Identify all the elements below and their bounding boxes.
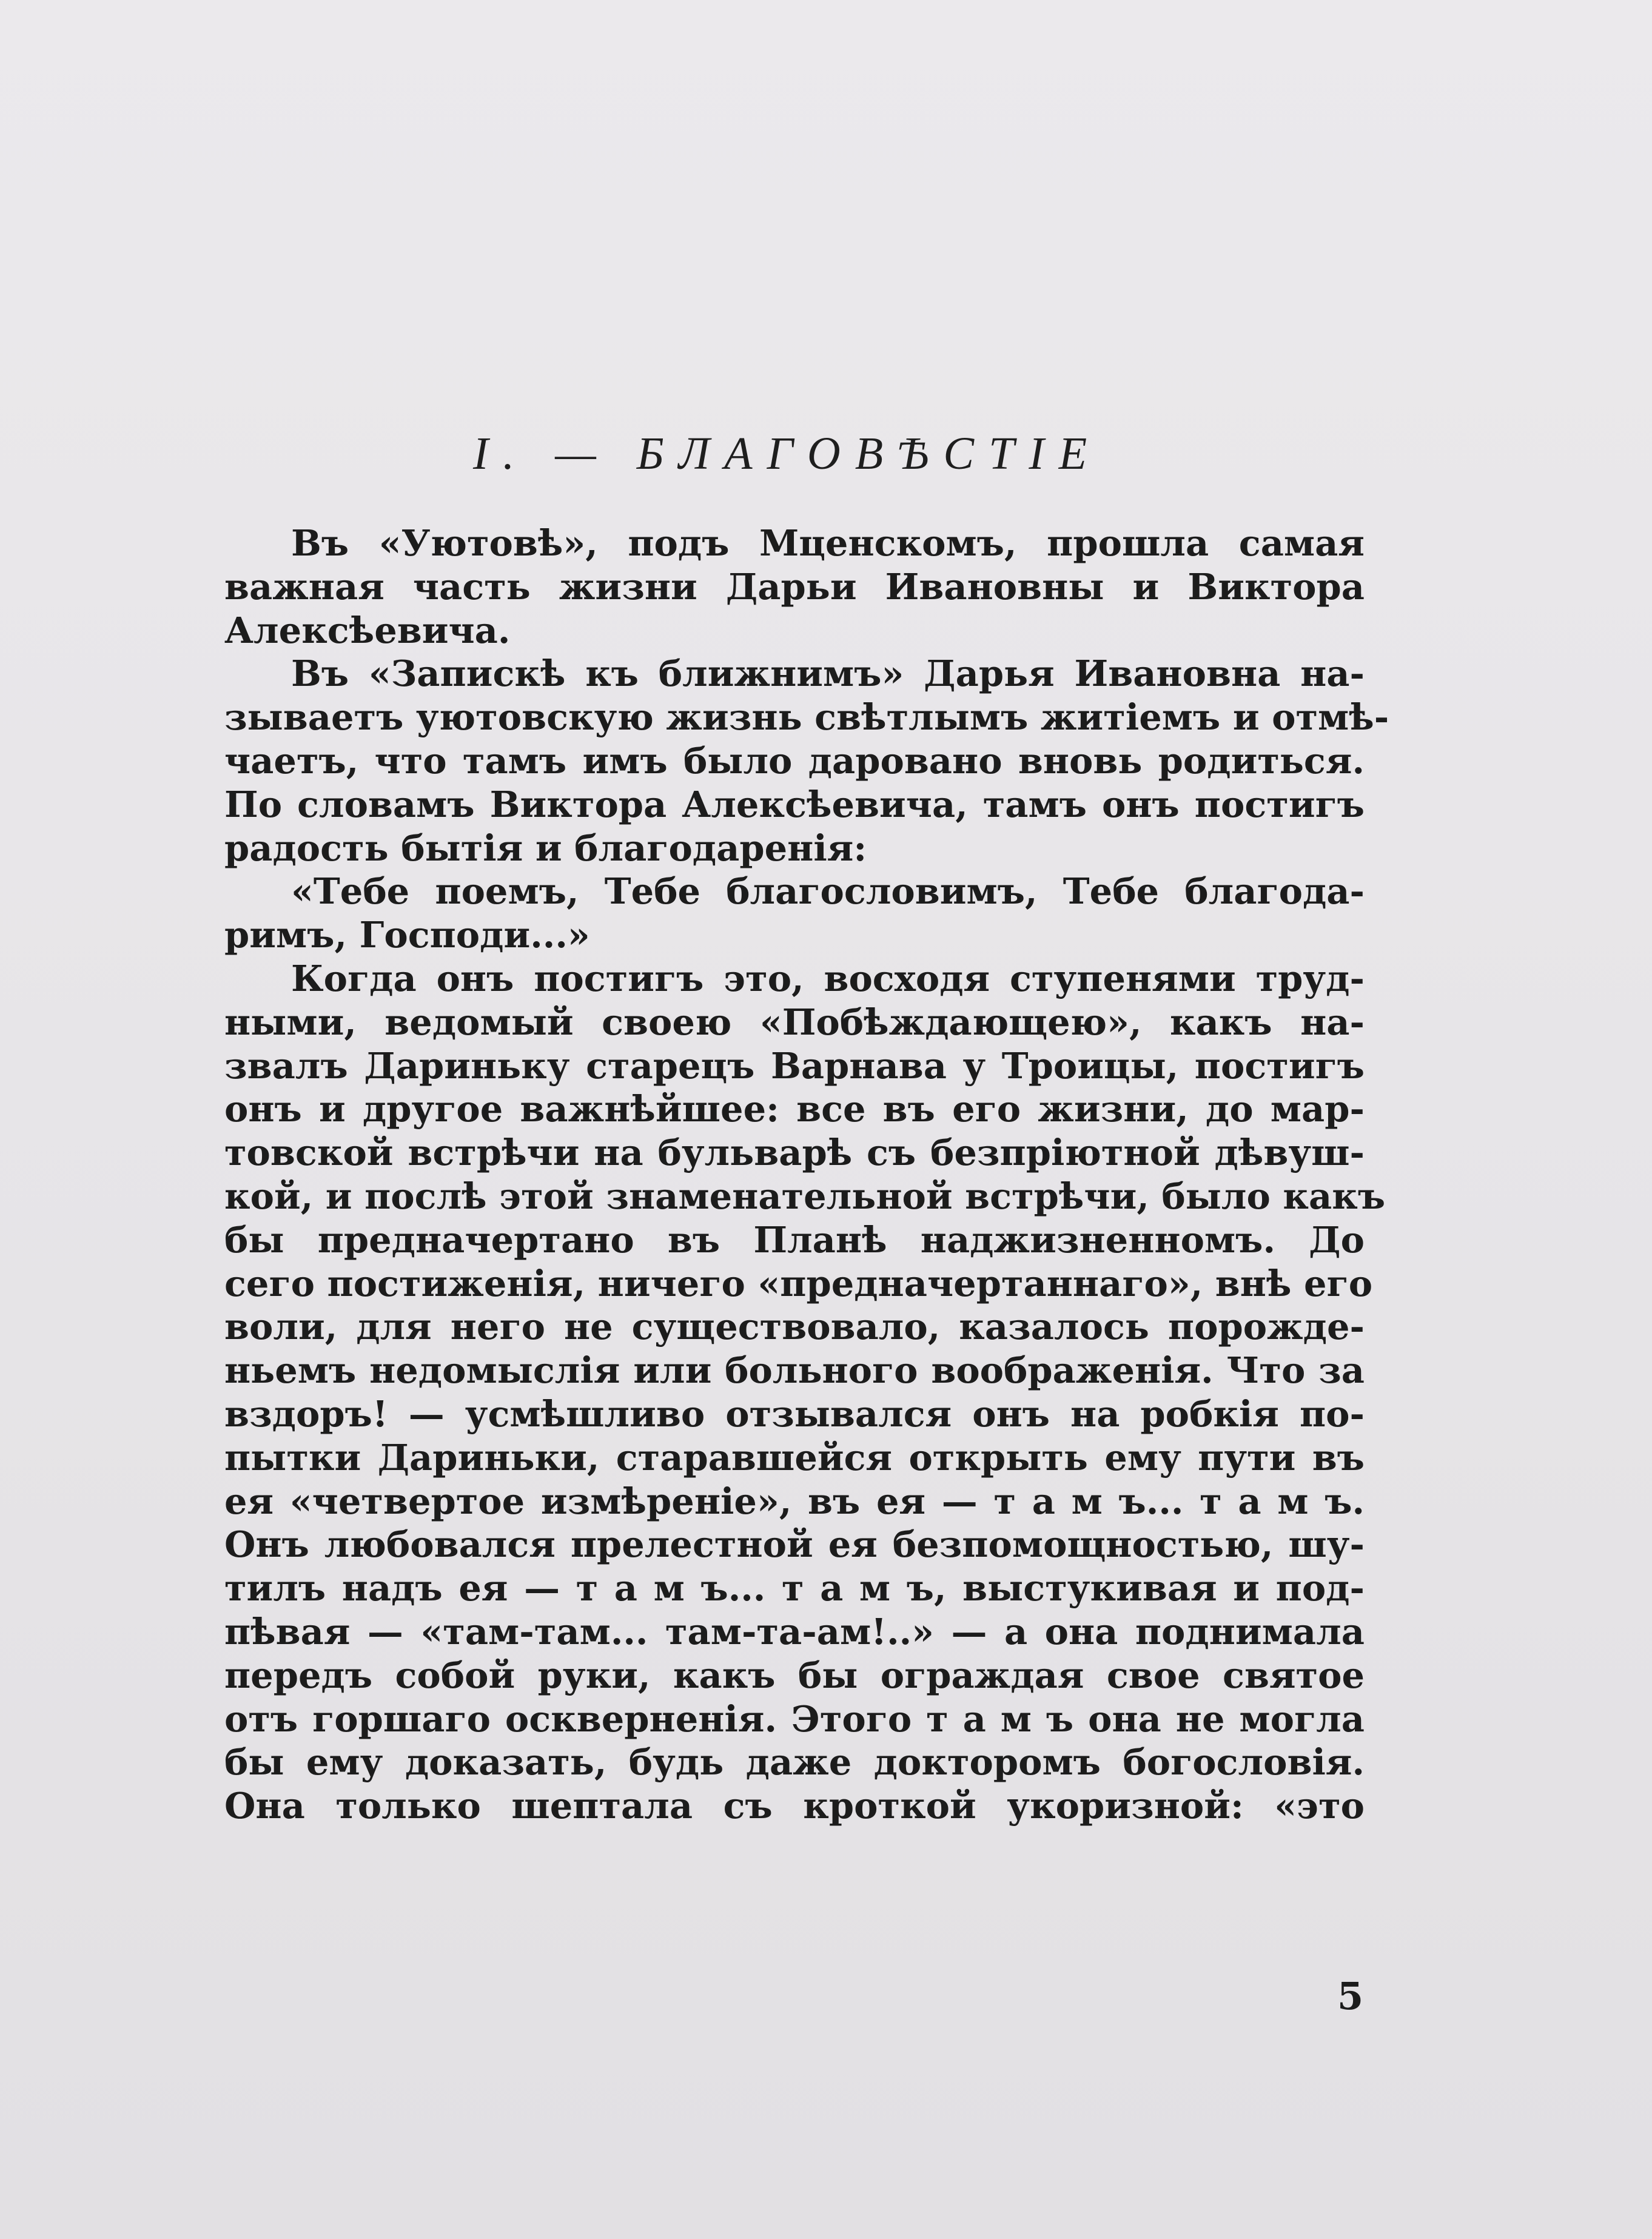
text-line: зываетъ уютовскую жизнь свѣтлымъ житіемъ и отмѣ- [224,696,1389,739]
text-line: важная часть жизни Дарьи Ивановны и Виктора [224,565,1365,608]
text-line: вздоръ! — усмѣшливо отзывался онъ на робкія по- [224,1392,1365,1435]
text-line: ея «четвертое измѣреніе», въ ея — т а м ъ... т а м ъ. [224,1480,1365,1522]
page-number: 5 [1337,1974,1364,2018]
text-line: товской встрѣчи на бульварѣ съ безпріютной дѣвуш- [224,1132,1365,1174]
text-line: бы предначертано въ Планѣ наджизненномъ. До [224,1218,1365,1261]
text-line: пытки Дариньки, старавшейся открыть ему пути въ [224,1436,1365,1479]
text-line: Когда онъ постигъ это, восходя ступенями труд- [291,957,1365,999]
text-line: Она только шептала съ кроткой укоризной: «это [224,1785,1365,1827]
text-line: передъ собой руки, какъ бы ограждая свое святое [224,1654,1365,1696]
text-line: Онъ любовался прелестной ея безпомощностью, шу- [224,1523,1365,1566]
text-line: римъ, Господи...» [224,914,590,956]
text-line: чаетъ, что тамъ имъ было даровано вновь родиться. [224,739,1365,782]
text-line: «Тебе поемъ, Тебе благословимъ, Тебе благода- [291,870,1365,913]
text-line: отъ горшаго оскверненія. Этого т а м ъ она не могла [224,1697,1365,1740]
text-line: кой, и послѣ этой знаменательной встрѣчи, было какъ [224,1175,1386,1217]
chapter-title: I. — БЛАГОВѢСТІЕ [473,428,1102,479]
text-line: По словамъ Виктора Алексѣевича, тамъ онъ постигъ [224,783,1365,825]
text-line: звалъ Дариньку старецъ Варнава у Троицы, постигъ [224,1044,1365,1087]
text-line: ными, ведомый своею «Побѣждающею», какъ на- [224,1001,1365,1043]
text-line: тилъ надъ ея — т а м ъ... т а м ъ, выстукивая и под- [224,1567,1365,1610]
text-line: радость бытія и благодаренія: [224,827,867,869]
text-line: онъ и другое важнѣйшее: все въ его жизни, до мар- [224,1088,1365,1130]
text-line: Въ «Запискѣ къ ближнимъ» Дарья Ивановна на- [291,653,1365,695]
text-line: бы ему доказать, будь даже докторомъ богословія. [224,1741,1365,1784]
text-line: воли, для него не существовало, казалось порожде- [224,1306,1365,1348]
text-line: Алексѣевича. [224,609,511,651]
text-line: Въ «Уютовѣ», подъ Мценскомъ, прошла самая [291,522,1365,564]
text-line: сего постиженія, ничего «предначертаннаго», внѣ его [224,1262,1373,1304]
text-line: пѣвая — «там-там... там-та-ам!..» — а она поднимала [224,1610,1365,1653]
body-text [224,522,1389,1828]
text-line: ньемъ недомыслія или больного воображенія. Что за [224,1349,1365,1392]
